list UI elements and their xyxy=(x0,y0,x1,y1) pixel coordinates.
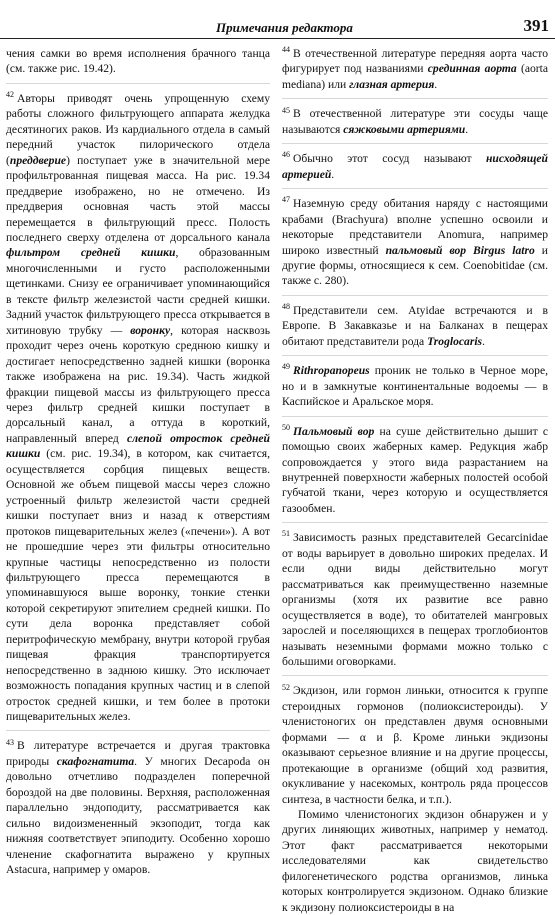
emphasized-term: глазная артерия xyxy=(349,77,435,91)
footnote-50 xyxy=(282,416,548,517)
footnote-47 xyxy=(282,188,548,289)
right-column xyxy=(282,46,548,915)
paragraph xyxy=(6,46,270,77)
emphasized-term: Пальмовый вор xyxy=(293,424,375,438)
emphasized-term: нисходящей артерией xyxy=(282,152,548,181)
emphasized-term: слепой отросток средней кишки xyxy=(6,431,270,461)
text-segment: и другие формы, относящиеся к сем. Coenobitidae (см. также с. 280). xyxy=(282,243,548,288)
text-segment: , которая насквозь проходит через очень короткую среднюю кишку и достигает непосредственно задней кишки (воронка также изображена на рис. 19.34). Часть жидкой фракции пищевой массы из фильтрующего пресса через фильтр средней кишки поступает в дорсальный канал, а оттуда в короткий, направленный вперед xyxy=(6,323,270,445)
text-segment: . xyxy=(331,167,335,181)
running-title: Примечания редактора xyxy=(216,20,353,35)
emphasized-term: срединная аорта xyxy=(427,62,517,76)
footnote-number: 46 xyxy=(282,150,290,160)
footnote-number: 52 xyxy=(282,682,290,692)
text-segment: . xyxy=(465,122,469,136)
footnote-number: 45 xyxy=(282,105,290,115)
footnote-45 xyxy=(282,98,548,137)
text-segment: Экдизон, или гормон линьки, относится к группе стероидных гормонов (полиоксистероиды). У членистоногих он представлен двумя основными формами — α и β. Кроме линьки экдизоны оказывают серьезное влияние и на другие процессы, протекающие в организме (общий ход развития, окукливание у насекомых, контроль ряда процессов синтеза, в частности белка, и т.п.). xyxy=(282,684,548,806)
text-segment: В литературе встречается и другая трактовка природы xyxy=(6,739,270,768)
text-segment: ) поступает уже в значительной мере профильтрованная пищевая масса. На рис. 19.34 преддверие изображено, но не отмечено. Из преддверия основная часть этой массы перемещается в фильтрующий пресс. Полость последнего сверху отделена от дорсального канала xyxy=(6,153,270,244)
footnote-44 xyxy=(282,46,548,92)
footnote-46 xyxy=(282,143,548,182)
text-segment: . xyxy=(434,77,438,91)
text-segment: , образованным многочисленными и густо расположенными щетинками. Снизу ее ограничивает упоминающийся в тексте фильтр железистой части средней кишки. Задний участок фильтрующего пресса открывается в хитиновую трубку — xyxy=(6,246,271,337)
emphasized-term: сяжковыми артериями xyxy=(343,122,466,136)
text-segment: (см. рис. 19.34), в котором, как считается, осуществляется сорбция пищевых веществ. Основной же объем пищевой массы через сложно устроенный фильтр железистой части средней кишки поступает вниз и назад к отверстиям протоков пищеварительных желез («печени»). А вот не прошедшие через эти фильтры относительно крупные частицы непосредственно из полости фильтрующего пресса перемещаются в упоминавшуюся выше воронку, тонкие стенки которой секретируют эпителием средней кишки. По сути дела воронка представляет собой перитрофическую мембрану, внутри которой грубая пищевая фракция транспортируется непосредственно в заднюю кишку. Это исключает возможность попадания крупных частиц и в слепой отросток средней кишки, и тем более в протоки пищеварительных желез. xyxy=(6,447,270,724)
header-rule xyxy=(0,38,555,39)
emphasized-term: скафогнатита xyxy=(56,754,135,768)
footnote-52 xyxy=(282,675,548,807)
page-number: 391 xyxy=(523,16,549,35)
emphasized-term: Rithropanopeus xyxy=(293,364,370,378)
footnote-number: 50 xyxy=(282,422,290,432)
emphasized-term: Troglocaris xyxy=(427,334,483,348)
text-segment: Зависимость разных представителей Gecarcinidae от воды варьирует в довольно широких пределах. И если одни виды действительно могут рассматриваться как преимущественно наземные организмы (хотя их развитие все равно осуществляется в воде), то обитателей мангровых зарослей и поселяющихся в пещерах троглобионтов называть неземными формами можно только с большими оговорками. xyxy=(282,531,548,668)
footnote-number: 49 xyxy=(282,362,290,372)
footnote-number: 42 xyxy=(6,90,14,100)
paragraph xyxy=(282,807,548,915)
text-segment: проник не только в Черное море, но и в замкнутые континентальные водоемы — в Каспийское и Аральское моря. xyxy=(282,364,548,409)
footnote-number: 48 xyxy=(282,302,290,312)
footnote-49 xyxy=(282,355,548,409)
text-segment: чения самки во время исполнения брачного танца (см. также рис. 19.42). xyxy=(6,47,270,76)
footnote-42 xyxy=(6,83,270,725)
text-segment: Помимо членистоногих экдизон обнаружен и у других линяющих животных, например у нематод. Этот факт рассматривается некоторыми исследователями как свидетельство филогенетического родства организмов, линька которых контролируется экдизоном. Однако близкие к экдизону полиоксистероиды в на xyxy=(282,808,548,914)
emphasized-term: преддверие xyxy=(9,153,67,167)
emphasized-term: фильтром средней кишки xyxy=(6,246,176,260)
emphasized-term: пальмовый вор Birgus latro xyxy=(385,243,535,257)
footnote-number: 44 xyxy=(282,45,290,55)
text-segment: . У многих Decapoda он довольно отчетливо подразделен поперечной бороздой на две половины. Верхняя, расположенная параллельно эндоподиту, рассматривается как сильно видоизмененный экзоподит, тогда как нижняя соответствует эпиподиту. Особенно хорошо членение скафогнатита выражено у крупных Astacura, например у омаров. xyxy=(6,754,270,877)
left-column xyxy=(6,46,270,878)
text-segment: Авторы приводят очень упрощенную схему работы сложного фильтрующего аппарата желудка десятиногих раков. Из кардиального отдела в самый передний участок пилорического отдела ( xyxy=(6,91,270,167)
footnote-51 xyxy=(282,522,548,669)
footnote-43 xyxy=(6,730,270,877)
footnote-48 xyxy=(282,295,548,349)
text-segment: В отечественной литературе передняя аорта часто фигурирует под названиями xyxy=(282,47,548,76)
text-segment: В отечественной литературе эти сосуды чаще называются xyxy=(282,107,548,136)
text-segment: Обычно этот сосуд называют xyxy=(293,152,486,166)
page-header xyxy=(0,12,555,36)
text-segment: Представители сем. Atyidae встречаются и в Европе. В Закавказье и на Балканах в пещерах обитают представители рода xyxy=(282,303,548,348)
text-segment: . xyxy=(482,334,485,348)
emphasized-term: воронку xyxy=(130,323,171,337)
text-segment: (aorta mediana) или xyxy=(282,62,548,91)
text-segment: Наземную среду обитания наряду с настоящими крабами (Brachyura) вполне успешно освоили и некоторые представители Anomura, например широко известный xyxy=(282,197,548,257)
footnote-number: 51 xyxy=(282,529,290,539)
footnote-number: 47 xyxy=(282,195,290,205)
text-segment: на суше действительно дышит с помощью своих жаберных камер. Редукция жабр сопровождается у этого вида разрастанием на внутренней поверхности жаберных полостей особой губчатой ткани, через которую и осуществляется газообмен. xyxy=(282,424,549,515)
footnote-number: 43 xyxy=(6,737,14,747)
